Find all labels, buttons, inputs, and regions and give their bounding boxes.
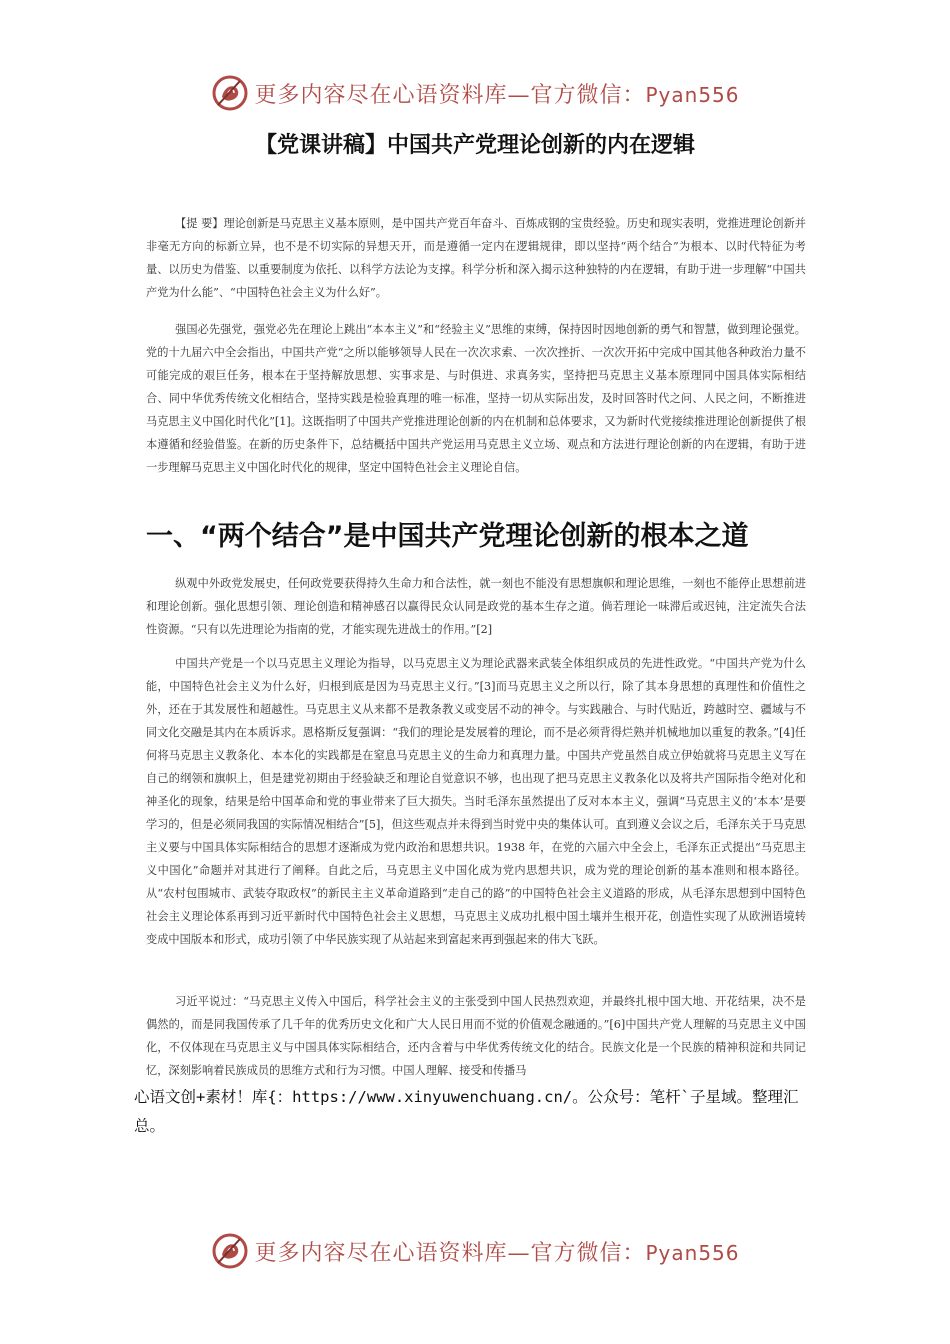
section1-p1-block bbox=[146, 572, 806, 641]
section1-p2-block bbox=[146, 652, 806, 951]
intro-paragraph: 强国必先强党，强党必先在理论上跳出“本本主义”和“经验主义”思维的束缚，保持因时因地创新的勇气和智慧，做到理论强党。党的十九届六中全会指出，中国共产党“之所以能够领导人民在一次次求索、一次次挫折、一次次开拓中完成中国其他各种政治力量不可能完成的艰巨任务，根本在于坚持解放思想、实事求是、与时俱进、求真务实，坚持把马克思主义基本原理同中国具体实际相结合、同中华优秀传统文化相结合，坚持实践是检验真理的唯一标准，坚持一切从实际出发，及时回答时代之问、人民之问，不断推进马克思主义中国化时代化”[1]。这既指明了中国共产党推进理论创新的内在机制和总体要求，又为新时代党接续推进理论创新提供了根本遵循和经验借鉴。在新的历史条件下，总结概括中国共产党运用马克思主义立场、观点和方法进行理论创新的内在逻辑，有助于进一步理解马克思主义中国化时代化的规律，坚定中国特色社会主义理论自信。 bbox=[146, 323, 806, 474]
footer-source-note: 心语文创+素材！库{：https://www.xinyuwenchuang.cn/。公众号：笔杆`子星域。整理汇总。 bbox=[134, 1088, 799, 1135]
document-title: 【党课讲稿】中国共产党理论创新的内在逻辑 bbox=[254, 133, 695, 158]
section1-p3-block bbox=[146, 990, 806, 1082]
banner-wechat-id: Pyan556 bbox=[645, 1240, 740, 1265]
section-heading: 一、“两个结合”是中国共产党理论创新的根本之道 bbox=[146, 521, 749, 552]
banner-slogan: 更多内容尽在心语资料库—官方微信： bbox=[254, 82, 646, 108]
banner-text bbox=[254, 1236, 739, 1267]
section1-paragraph-1: 纵观中外政党发展史，任何政党要获得持久生命力和合法性，就一刻也不能没有思想旗帜和理论思维，一刻也不能停止思想前进和理论创新。强化思想引领、理论创造和精神感召以赢得民众认同是政党的基本生存之道。倘若理论一味滞后或迟钝，注定流失合法性资源。“只有以先进理论为指南的党，才能实现先进战士的作用。”[2] bbox=[146, 577, 806, 636]
banner-text bbox=[254, 78, 739, 109]
footer-banner-inner bbox=[210, 1231, 739, 1271]
banner-slogan: 更多内容尽在心语资料库—官方微信： bbox=[254, 1240, 646, 1266]
header-banner-inner bbox=[210, 73, 739, 113]
abstract-paragraph: 【提 要】理论创新是马克思主义基本原则，是中国共产党百年奋斗、百炼成钢的宝贵经验。历史和现实表明，党推进理论创新并非毫无方向的标新立异，也不是不切实际的异想天开，而是遵循一定内在逻辑规律，即以坚持“两个结合”为根本、以时代特征为考量、以历史为借鉴、以重要制度为依托、以科学方法论为支撑。科学分析和深入揭示这种独特的内在逻辑，有助于进一步理解“中国共产党为什么能”、“中国特色社会主义为什么好”。 bbox=[146, 217, 806, 299]
intro-block bbox=[146, 318, 806, 479]
footer-banner bbox=[0, 1228, 950, 1274]
section1-paragraph-2: 中国共产党是一个以马克思主义理论为指导，以马克思主义为理论武器来武装全体组织成员的先进性政党。“中国共产党为什么能，中国特色社会主义为什么好，归根到底是因为马克思主义行。”[3]而马克思主义之所以行，除了其本身思想的真理性和价值性之外，还在于其发展性和超越性。马克思主义从来都不是教条教义或变居不动的神令。与实践融合、与时代贴近，跨越时空、疆域与不同文化交融是其内在本质诉求。恩格斯反复强调：“我们的理论是发展着的理论，而不是必须背得烂熟并机械地加以重复的教条。”[4]任何将马克思主义教条化、本本化的实践都是在窒息马克思主义的生命力和真理力量。中国共产党虽然自成立伊始就将马克思主义写在自己的纲领和旗帜上，但是建党初期由于经验缺乏和理论自觉意识不够，也出现了把马克思主义教条化以及将共产国际指令绝对化和神圣化的现象，结果是给中国革命和党的事业带来了巨大损失。当时毛泽东虽然提出了反对本本主义，强调“马克思主义的‘本本’是要学习的，但是必须同我国的实际情况相结合”[5]，但这些观点并未得到当时党中央的集体认可。直到遵义会议之后，毛泽东关于马克思主义要与中国具体实际相结合的思想才逐渐成为党内政治和思想共识。1938 年，在党的六届六中全会上，毛泽东正式提出“马克思主义中国化”命题并对其进行了阐释。自此之后，马克思主义中国化成为党内思想共识，成为党的理论创新的基本准则和根本路径。从“农村包围城市、武装夺取政权”的新民主主义革命道路到“走自己的路”的中国特色社会主义道路的形成，从毛泽东思想到中国特色社会主义理论体系再到习近平新时代中国特色社会主义思想，马克思主义成功扎根中国土壤并生根开花，创造性实现了从欧洲语境转变成中国版本和形式，成功引领了中华民族实现了从站起来到富起来再到强起来的伟大飞跃。 bbox=[146, 657, 806, 946]
header-banner bbox=[0, 70, 950, 116]
rose-logo-icon bbox=[210, 73, 250, 113]
section1-paragraph-3: 习近平说过：“马克思主义传入中国后，科学社会主义的主张受到中国人民热烈欢迎，并最终扎根中国大地、开花结果，决不是偶然的，而是同我国传承了几千年的优秀历史文化和广大人民日用而不觉的价值观念融通的。”[6]中国共产党人理解的马克思主义中国化，不仅体现在马克思主义与中国具体实际相结合，还内含着与中华优秀传统文化的结合。民族文化是一个民族的精神积淀和共同记忆，深刻影响着民族成员的思维方式和行为习惯。中国人理解、接受和传播马 bbox=[146, 995, 806, 1077]
banner-wechat-id: Pyan556 bbox=[645, 82, 740, 107]
abstract-block bbox=[146, 212, 806, 304]
rose-logo-icon bbox=[210, 1231, 250, 1271]
